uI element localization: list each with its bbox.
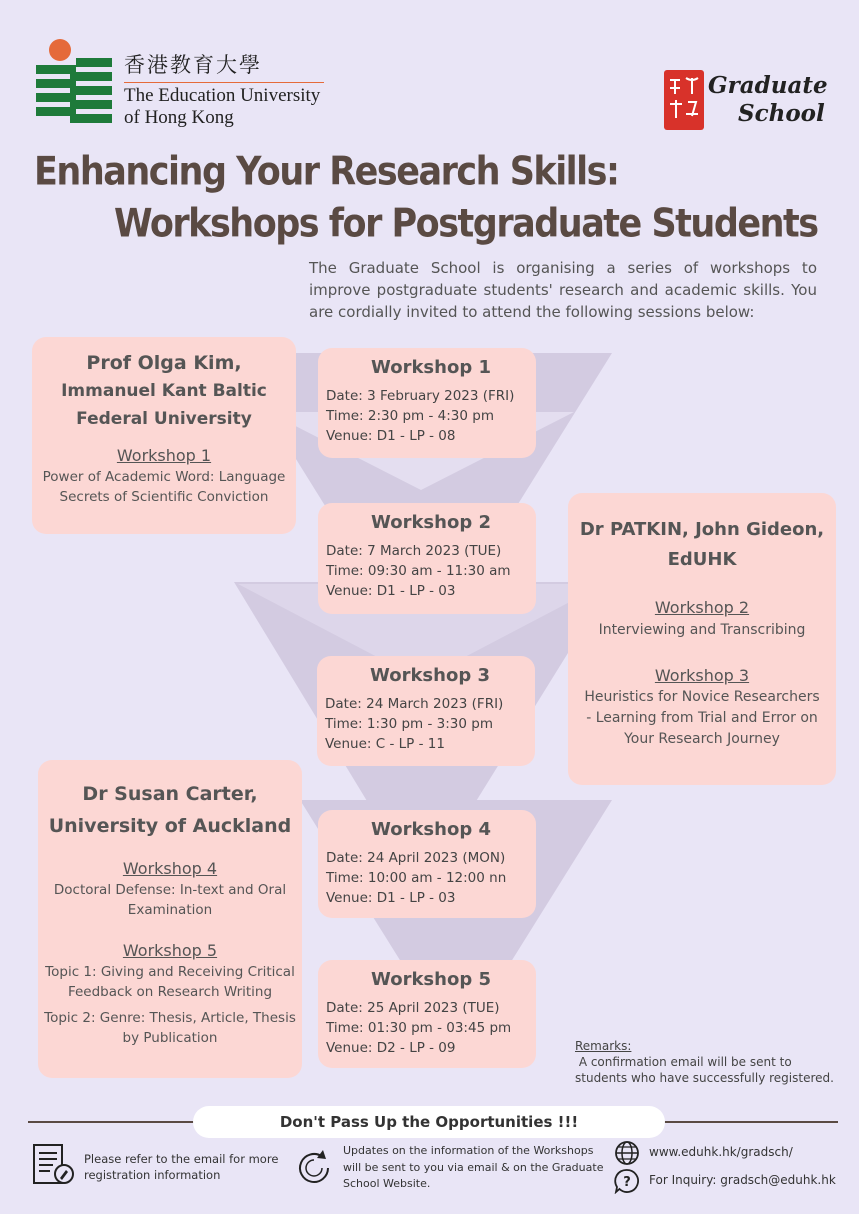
- workshop-date: Date: 7 March 2023 (TUE): [326, 543, 502, 559]
- speaker-affiliation: Immanuel Kant Baltic: [61, 381, 267, 401]
- graduate-school-wordmark: [708, 72, 828, 128]
- workshop-card-5: [318, 960, 536, 1068]
- workshop-card-4: [318, 810, 536, 918]
- eduhk-wordmark: [124, 52, 324, 129]
- graduate-school-line1: Graduate: [708, 72, 828, 99]
- workshop-title: Workshop 1: [371, 357, 491, 378]
- updates-line1: Updates on the information of the Workshops: [343, 1144, 594, 1157]
- workshop-title: Workshop 4: [371, 819, 491, 840]
- speaker-affiliation: EdUHK: [667, 549, 737, 570]
- remarks-line: A confirmation email will be sent to: [575, 1055, 792, 1069]
- speaker-name: Prof Olga Kim,: [86, 352, 242, 374]
- workshop-title: Workshop 5: [371, 969, 491, 990]
- refresh-icon: [292, 1146, 336, 1190]
- page-title-line1: Enhancing Your Research Skills:: [34, 150, 619, 195]
- updates-line2: will be sent to you via email & on the Graduate: [343, 1160, 604, 1174]
- workshop-time: Time: 01:30 pm - 03:45 pm: [326, 1020, 512, 1036]
- email-note-line1: Please refer to the email for more: [84, 1152, 279, 1166]
- email-note: [84, 1151, 278, 1183]
- remarks-title: Remarks:: [575, 1039, 632, 1053]
- remarks: [575, 1038, 834, 1086]
- topic-text: : Giving and Receiving Critical: [92, 964, 295, 980]
- speaker-affiliation: University of Auckland: [48, 815, 292, 837]
- workshop-card-3: [317, 656, 535, 766]
- email-note-line2: registration information: [84, 1168, 221, 1182]
- workshop-time: Time: 10:00 am - 12:00 nn: [326, 870, 507, 886]
- workshop-description: Heuristics for Novice Researchers: [584, 689, 820, 705]
- workshop-card-2: [318, 503, 536, 614]
- workshop-description: Examination: [127, 902, 213, 918]
- workshop-time: Time: 09:30 am - 11:30 am: [326, 563, 511, 579]
- eduhk-name-en-2: of Hong Kong: [124, 107, 234, 128]
- speaker-workshop-label: Workshop 4: [122, 859, 218, 878]
- footer-divider-left: [28, 1121, 198, 1123]
- workshop-description: Your Research Journey: [624, 731, 780, 747]
- workshop-description: Interviewing and Transcribing: [598, 622, 806, 638]
- speaker-affiliation: Federal University: [76, 409, 252, 429]
- question-bubble-icon: [614, 1168, 640, 1194]
- workshop-title: Workshop 3: [370, 665, 490, 686]
- eduhk-name-en-1: The Education University: [124, 85, 321, 106]
- updates-line3: School Website.: [343, 1177, 431, 1190]
- graduate-school-line2: School: [738, 100, 825, 127]
- graduate-school-seal-icon: [664, 70, 704, 130]
- workshop-venue: Venue: D2 - LP - 09: [326, 1040, 456, 1056]
- workshop-topic: Feedback on Research Writing: [67, 984, 273, 1000]
- workshop-description: Power of Academic Word: Language: [42, 469, 286, 485]
- workshop-topic: [38, 962, 302, 982]
- footer-divider-right: [660, 1121, 838, 1123]
- speaker-workshop-label: Workshop 3: [654, 666, 750, 685]
- svg-text:?: ?: [623, 1175, 631, 1190]
- topic-text: : Genre: Thesis, Article, Thesis: [90, 1010, 296, 1026]
- speaker-name: Dr PATKIN, John Gideon,: [579, 519, 825, 540]
- speaker-card-olga-kim: [32, 337, 296, 534]
- workshop-date: Date: 25 April 2023 (TUE): [326, 1000, 500, 1016]
- workshop-description: Doctoral Defense: In-text and Oral: [53, 882, 287, 898]
- document-icon: [32, 1143, 76, 1187]
- speaker-card-susan-carter: [38, 760, 302, 1078]
- workshop-date: Date: 24 April 2023 (MON): [326, 850, 506, 866]
- speaker-name: Dr Susan Carter,: [82, 783, 258, 805]
- workshop-topic: [38, 1008, 302, 1028]
- speaker-workshop-label: Workshop 2: [654, 598, 750, 617]
- eduhk-name-cn: 香港教育大學: [124, 52, 324, 83]
- page-title-line2: Workshops for Postgraduate Students: [114, 202, 818, 247]
- workshop-card-1: [318, 348, 536, 458]
- workshop-venue: Venue: C - LP - 11: [325, 736, 445, 752]
- topic-label: Topic 2: [44, 1010, 91, 1026]
- workshop-venue: Venue: D1 - LP - 03: [326, 890, 456, 906]
- workshop-description: Secrets of Scientific Conviction: [59, 489, 269, 505]
- eduhk-logo-icon: [34, 38, 114, 128]
- workshop-time: Time: 1:30 pm - 3:30 pm: [325, 716, 493, 732]
- workshop-date: Date: 24 March 2023 (FRI): [325, 696, 504, 712]
- footer-banner: Don't Pass Up the Opportunities !!!: [193, 1106, 665, 1138]
- globe-icon: [614, 1140, 640, 1166]
- workshop-title: Workshop 2: [371, 512, 491, 533]
- workshop-venue: Venue: D1 - LP - 03: [326, 583, 456, 599]
- workshop-venue: Venue: D1 - LP - 08: [326, 428, 456, 444]
- workshop-time: Time: 2:30 pm - 4:30 pm: [326, 408, 494, 424]
- speaker-workshop-label: Workshop 5: [122, 941, 218, 960]
- inquiry-email[interactable]: For Inquiry: gradsch@eduhk.hk: [649, 1173, 836, 1187]
- workshop-topic: by Publication: [122, 1030, 218, 1046]
- workshop-date: Date: 3 February 2023 (FRI): [326, 388, 515, 404]
- intro-paragraph: The Graduate School is organising a series of workshops to improve postgraduate students' research and academic skills. You are cordially invited to attend the following sessions below:: [309, 259, 817, 321]
- speaker-card-john-patkin: [568, 493, 836, 785]
- speaker-workshop-label: Workshop 1: [116, 446, 212, 465]
- remarks-line: students who have successfully registered.: [575, 1071, 834, 1085]
- workshop-description: - Learning from Trial and Error on: [586, 710, 818, 726]
- updates-note: [343, 1143, 603, 1193]
- website-link[interactable]: www.eduhk.hk/gradsch/: [649, 1145, 793, 1159]
- topic-label: Topic 1: [45, 964, 92, 980]
